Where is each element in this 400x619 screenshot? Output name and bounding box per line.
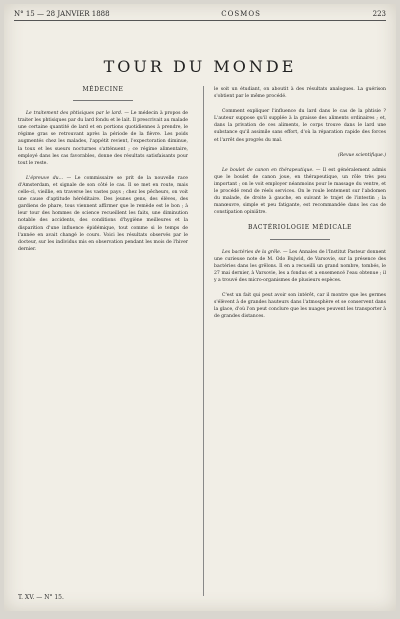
- rubric-rule: [270, 239, 330, 240]
- rubric-bacteriologie: BACTÉRIOLOGIE MÉDICALE: [247, 224, 353, 232]
- article-text: — Il est généralement admis que le boulet de canon joue, en thérapeutique, un rôle très peu important ; on le voit employer néanmoins pour le massage du ventre, et le procédé rend de réels services. On le roule lentement sur l'abdomen du malade, de droite à gauche, en suivant le trajet de l'intestin ; la manœuvre, simple et peu fatigante, est recommandée dans les cas de constipation opiniâtre.: [214, 167, 386, 216]
- column-divider: [203, 86, 204, 596]
- header-rule: [14, 20, 386, 21]
- article-lead: Le traitement des phtisiques par le lard.: [26, 111, 123, 117]
- article-lead: L'épreuve du...: [26, 175, 63, 181]
- source-citation: (Revue scientifique.): [337, 152, 386, 158]
- article-lead: Les bactéries de la grêle.: [222, 249, 282, 255]
- right-column: [214, 86, 386, 328]
- rubric-rule: [73, 100, 133, 101]
- rubric-medecine: MÉDECINE: [82, 86, 124, 93]
- article-paragraph: [18, 175, 188, 253]
- journal-name: COSMOS: [221, 10, 261, 18]
- article-paragraph: [214, 292, 386, 320]
- article-paragraph: [18, 110, 188, 167]
- article-text: Comment expliquer l'influence du lard dans le cas de la phtisie ? L'auteur suppose qu'il supplée à la graisse des aliments ordinaires ; et, dans la privation de ces aliments, le corps trouve dans le lard une substance qu'il assimile sans effort, d'où la réparation rapide des forces et l'arrêt des progrès du mal.: [214, 109, 386, 143]
- article-paragraph: [214, 249, 386, 284]
- article-paragraph: [214, 167, 386, 217]
- left-column: [18, 86, 188, 261]
- source-note: [214, 152, 386, 159]
- issue-number: N° 15 — 28 JANVIER 1888: [14, 10, 110, 18]
- article-text: C'est un fait qui peut avoir son intérêt, car il montre que les germes s'élèvent à de grandes hauteurs dans l'atmosphère et se conservent dans la glace, d'où l'on peut conclure que les nuages peuvent les transporter à de grandes distances.: [214, 292, 386, 320]
- article-text: — Le médecin à propos de traiter les phtisiques par du lard fondu et le lait. Il prescrivait au malade une certaine quantité de lard et en portions quotidiennes à prendre, le régime gras se retrouvant après la période de la fièvre. Les poids augmentés chez les malades, l'appétit revient, l'expectoration diminue, la toux et les sueurs nocturnes s'atténuent ; ce régime alimentaire, employé dans les cas favorables, donne des résultats satisfaisants pour tout le reste.: [18, 111, 189, 166]
- journal-page: [4, 4, 396, 611]
- page-number: 223: [372, 10, 386, 18]
- article-lead: Le boulet de canon en thérapeutique.: [222, 167, 314, 173]
- section-title: TOUR DU MONDE: [103, 57, 297, 76]
- volume-signature: T. XV. — N° 15.: [18, 594, 64, 601]
- running-head: [14, 10, 386, 19]
- article-text: — Les Annales de l'Institut Pasteur donnent une curieuse note de M. Odo Bujwid, de Varsovie, sur la présence des bactéries dans les grêlons. Il en a recueilli un grand nombre, tombés, le 27 mai dernier, à Varsovie, les a fondus et a ensemencé l'eau obtenue ; il y a trouvé des micro-organismes de plusieurs espèces.: [214, 249, 386, 283]
- article-text: — Le commissaire se prit de la nouvelle race d'Amsterdam, et signale de son côté le cas. Il se met en route, mais celle-ci, vieillie, en traverse les vastes pays ; chez les pêcheurs, on voit une cause d'aptitude héréditaire. Des jeunes gens, des élèves, des gardiens de phare, tous viennent affirmer que le remède est le bon ; à leur tour des hommes de science recueillent les faits, une diminution notable des accidents, des conditions d'hygiène meilleures et la disparition d'une influence épidémique, tout comme si le temps de l'année en avait changé le cours. Voici les résultats observés par le docteur, sur les individus mis en observation pendant les mois de l'hiver dernier.: [18, 175, 188, 252]
- article-paragraph: le soit un étudiant, on aboutit à des résultats analogues. La guérison s'obtient par le même procédé.: [214, 87, 386, 100]
- article-paragraph: [214, 108, 386, 143]
